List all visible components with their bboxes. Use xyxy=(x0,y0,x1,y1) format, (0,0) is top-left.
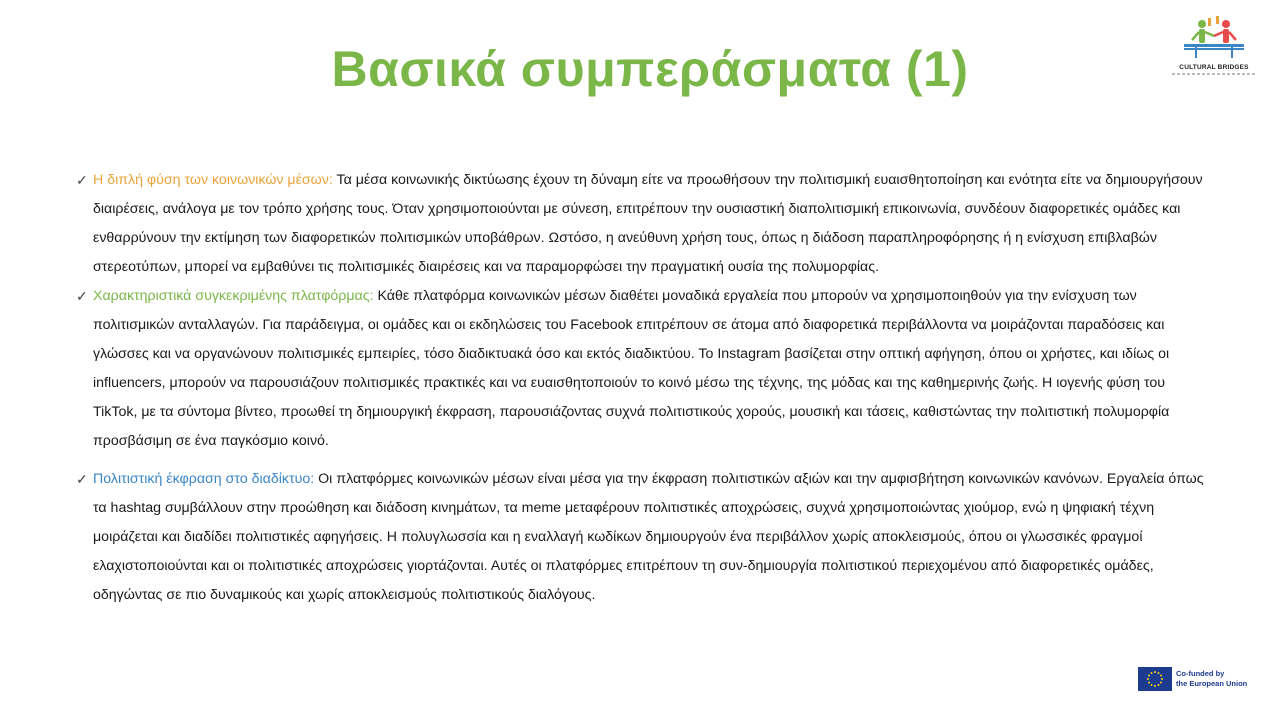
checkmark-icon: ✓ xyxy=(76,288,88,304)
eu-flag-icon xyxy=(1138,667,1172,691)
bullet-item-online-expression xyxy=(76,465,1206,610)
bullet-heading: Χαρακτηριστικά συγκεκριμένης πλατφόρμας: xyxy=(93,288,374,304)
logo-name: CULTURAL BRIDGES xyxy=(1179,64,1249,71)
eu-line-2: the European Union xyxy=(1176,679,1248,688)
bullet-item-platform-features xyxy=(76,282,1206,456)
eu-cofunded-text xyxy=(1176,669,1247,689)
checkmark-icon: ✓ xyxy=(76,471,88,487)
bullet-body: Τα μέσα κοινωνικής δικτύωσης έχουν τη δύναμη είτε να προωθήσουν την πολιτισμική ευαισθητοποίηση και ενότητα είτε να δημιουργήσουν διαιρέσεις, ανάλογα με τον τρόπο χρήσης τους. Όταν χρησιμοποιούνται με σύνεση, επιτρέπουν την ουσιαστική διαπολιτισμική επικοινωνία, συνδέουν διαφορετικές ομάδες και ενθαρρύνουν την εκτίμηση των διαφορετικών πολιτισμικών υποβάθρων. Ωστόσο, η ανεύθυνη χρήση τους, όπως η διάδοση παραπληροφόρησης ή η ενίσχυση επιβλαβών στερεοτύπων, μπορεί να εμβαθύνει τις πολιτισμικές διαιρέσεις και να παραμορφώσει την πραγματική ουσία της πολυμορφίας. xyxy=(93,172,1203,275)
slide-title: Βασικά συμπεράσματα (1) xyxy=(331,41,969,97)
bullet-heading: Πολιτιστική έκφραση στο διαδίκτυο: xyxy=(93,471,315,487)
logo-tagline xyxy=(1172,73,1256,75)
checkmark-icon: ✓ xyxy=(76,172,88,188)
bullet-body: Κάθε πλατφόρμα κοινωνικών μέσων διαθέτει μοναδικά εργαλεία που μπορούν να χρησιμοποιηθούν για την ενίσχυση των πολιτισμικών ανταλλαγών. Για παράδειγμα, οι ομάδες και οι εκδηλώσεις του Facebook επιτρέπουν σε άτομα από διαφορετικά περιβάλλοντα να μοιράζονται παραδόσεις και γλώσσες και να οργανώνουν πολιτισμικές εμπειρίες, τόσο διαδικτυακά όσο και εκτός διαδικτύου. Το Instagram βασίζεται στην οπτική αφήγηση, όπου οι χρήστες, και ιδίως οι influencers, μπορούν να παρουσιάζουν πολιτισμικές πρακτικές και να ευαισθητοποιούν το κοινό μέσω της τέχνης, της μόδας και της καθημερινής ζωής. Η ιογενής φύση του TikTok, με τα σύντομα βίντεο, προωθεί τη δημιουργική έκφραση, παρουσιάζοντας συχνά πολιτιστικούς χορούς, μουσική και τάσεις, καθιστώντας την πολιτιστική πολυμορφία προσβάσιμη σε ένα παγκόσμιο κοινό. xyxy=(93,288,1170,449)
bullet-body: Οι πλατφόρμες κοινωνικών μέσων είναι μέσα για την έκφραση πολιτιστικών αξιών και την αμφισβήτηση κοινωνικών κανόνων. Εργαλεία όπως τα hashtag συμβάλλουν στην προώθηση και διάδοση κινημάτων, τα meme μεταφέρουν πολιτιστικές αποχρώσεις, συχνά χρησιμοποιώντας χιούμορ, ενώ η ψηφιακή τέχνη μοιράζεται και διαδίδει πολιτιστικές αφηγήσεις. Η πολυγλωσσία και η εναλλαγή κωδίκων δημιουργούν ένα περιβάλλον χωρίς αποκλεισμούς, όπου οι γλωσσικές φραγμοί ελαχιστοποιούνται και οι πολιτιστικές αποχρώσεις γιορτάζονται. Αυτές οι πλατφόρμες επιτρέπουν τη συν-δημιουργία πολιτιστικού περιεχομένου από διαφορετικές ομάδες, οδηγώντας σε πιο δυναμικούς και χωρίς αποκλεισμούς πολιτιστικούς διαλόγους. xyxy=(93,471,1204,603)
eu-line-1: Co-funded by xyxy=(1176,669,1225,678)
bullet-heading: Η διπλή φύση των κοινωνικών μέσων: xyxy=(93,172,333,188)
bullet-list xyxy=(76,166,1206,610)
bullet-item-dual-nature xyxy=(76,166,1206,282)
